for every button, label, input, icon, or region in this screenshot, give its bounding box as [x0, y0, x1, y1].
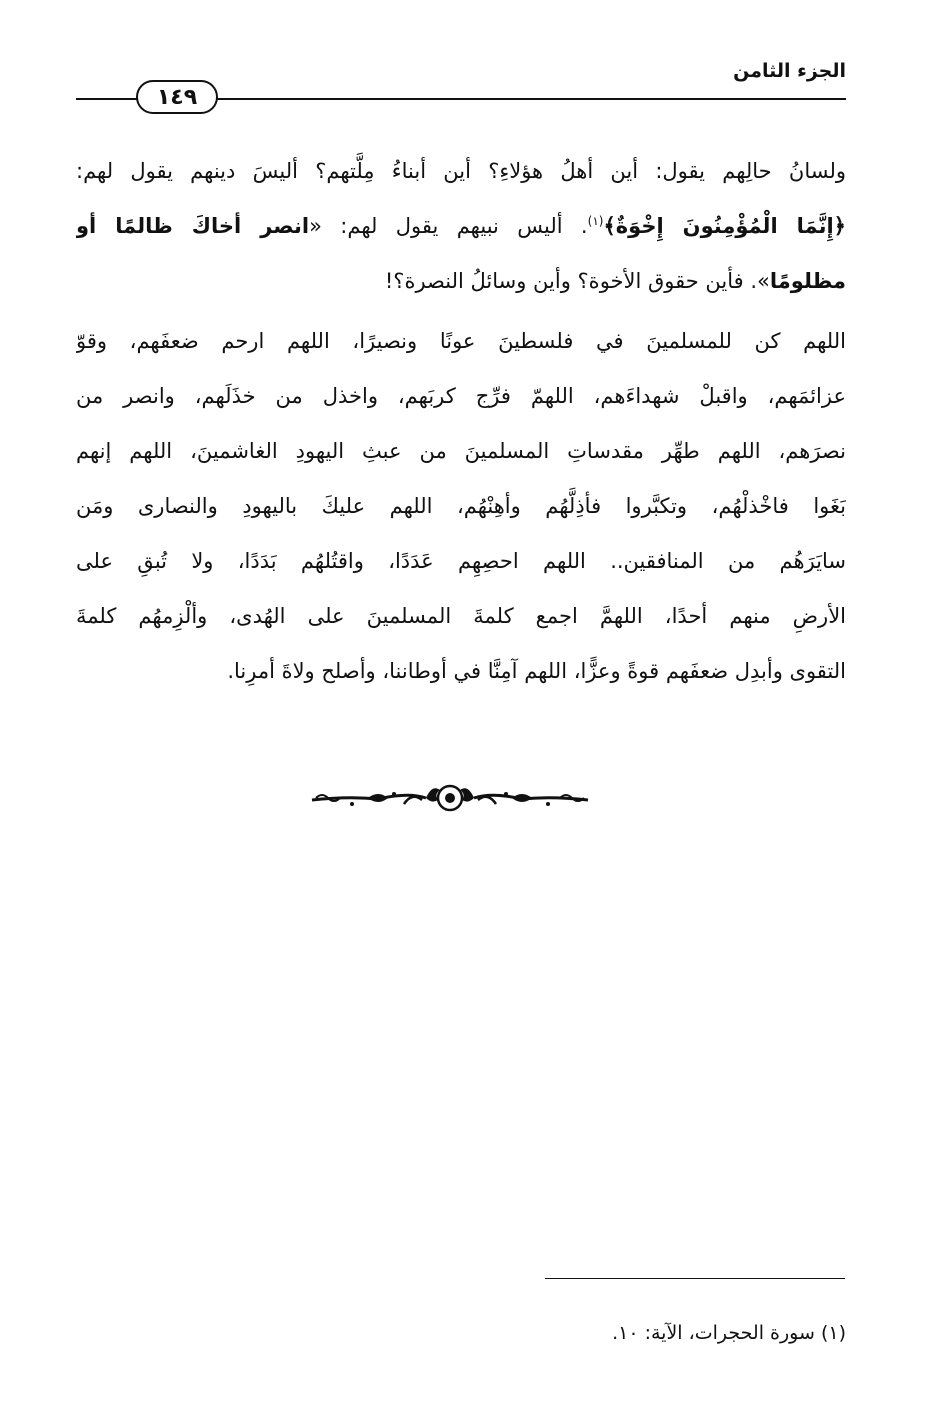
- text-line: ولسانُ حالِهم يقول: أين أهلُ هؤلاءِ؟ أين أبناءُ مِلَّتهم؟ أليسَ دينهم يقول لهم:: [76, 159, 846, 183]
- header-rule-right: [216, 98, 846, 100]
- text-line: عزائمَهم، واقبلْ شهداءَهم، اللهمّ فرِّج كربَهم، واخذل من خذَلَهم، وانصر من: [76, 384, 846, 408]
- text-line: [76, 254, 846, 309]
- text-line: اللهم كن للمسلمينَ في فلسطينَ عونًا ونصيرًا، اللهم ارحم ضعفَهم، وقوّ: [76, 329, 846, 353]
- hadith-text: مظلومًا: [769, 269, 846, 293]
- text-line: [76, 199, 846, 254]
- text-line: الأرضِ منهم أحدًا، اللهمَّ اجمع كلمةَ المسلمينَ على الهُدى، وألْزِمهُم كلمةَ: [76, 604, 846, 628]
- page-number: ١٤٩: [136, 80, 218, 114]
- hadith-text: انصر أخاكَ ظالمًا أو: [76, 214, 310, 238]
- text-line: سايَرَهُم من المنافقين.. اللهم احصِهِم عَدَدًا، واقتُلهُم بَدَدًا، ولا تُبقِ على: [76, 549, 846, 573]
- footnote-reference: (١): [587, 214, 604, 228]
- paragraph-1: [76, 144, 846, 309]
- running-head: الجزء الثامن: [733, 60, 846, 82]
- text-line: نصرَهم، اللهم طهِّر مقدساتِ المسلمينَ من عبثِ اليهودِ الغاشمينَ، اللهم إنهم: [76, 439, 846, 463]
- ornament-divider: [308, 778, 592, 818]
- text-line: التقوى وأبدِل ضعفَهم قوةً وعزًّا، اللهم آمِنَّا في أوطاننا، وأصلح ولاةَ أمرِنا.: [227, 659, 846, 683]
- text-segment: ». فأين حقوق الأخوة؟ وأين وسائلُ النصرة؟!: [384, 269, 770, 293]
- text-segment: . أليس نبيهم يقول لهم: «: [309, 214, 588, 238]
- footnote: (١) سورة الحجرات، الآية: ١٠.: [612, 1322, 846, 1344]
- quran-verse: ﴿إِنَّمَا الْمُؤْمِنُونَ إِخْوَةٌ﴾: [603, 214, 846, 238]
- paragraph-2: [76, 314, 846, 699]
- text-line: بَغَوا فاخْذلْهُم، وتكبَّروا فأذِلَّهُم وأهِنْهُم، اللهم عليكَ باليهودِ والنصارى ومَن: [76, 494, 846, 518]
- header-rule-left: [76, 98, 138, 100]
- footnote-rule: [545, 1278, 845, 1279]
